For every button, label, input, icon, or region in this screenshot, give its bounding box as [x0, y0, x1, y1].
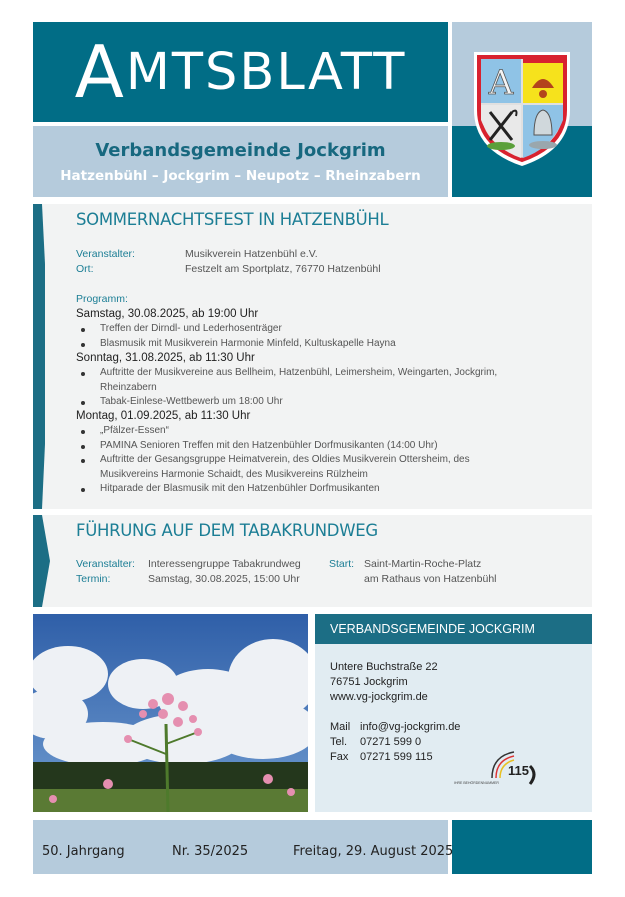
start-value-line2: am Rathaus von Hatzenbühl	[364, 573, 497, 585]
event-section-sommernachtsfest	[33, 204, 592, 509]
contact-heading: VERBANDSGEMEINDE JOCKGRIM	[315, 614, 592, 644]
date-label: Termin:	[76, 573, 111, 585]
footer-accent	[452, 820, 592, 874]
contact-fax-label: Fax	[330, 751, 349, 763]
event-title: SOMMERNACHTSFEST IN HATZENBÜHL	[76, 210, 389, 229]
town-list: Hatzenbühl – Jockgrim – Neupotz – Rheinzabern	[60, 168, 421, 184]
day-items	[76, 366, 500, 410]
section-accent-bar	[33, 204, 45, 509]
start-value-line1: Saint-Martin-Roche-Platz	[364, 558, 482, 570]
contact-street: Untere Buchstraße 22	[330, 661, 438, 673]
badge-number: 115	[508, 763, 529, 778]
program-item: Auftritte der Gesangsgruppe Heimatverein, des Oldies Musikverein Ottersheim, des Musikvereins Harmonie Schaidt, des Musikvereins Rülzheim	[100, 453, 500, 482]
day-items	[76, 322, 396, 351]
svg-text:A: A	[488, 63, 514, 103]
day-heading: Sonntag, 31.08.2025, ab 11:30 Uhr	[76, 352, 255, 364]
program-item: Hitparade der Blasmusik mit den Hatzenbühler Dorfmusikanten	[100, 482, 500, 497]
program-item: Auftritte der Musikvereine aus Bellheim, Hatzenbühl, Leimersheim, Weingarten, Jockgrim, Rheinzabern	[100, 366, 500, 395]
program-item: Blasmusik mit Musikverein Harmonie Minfeld, Kultuskapelle Hayna	[100, 337, 396, 352]
date-value: Samstag, 30.08.2025, 15:00 Uhr	[148, 573, 300, 585]
organizer-value: Interessengruppe Tabakrundweg	[148, 558, 301, 570]
organizer-label: Veranstalter:	[76, 248, 135, 260]
contact-city: 76751 Jockgrim	[330, 676, 408, 688]
event-section-tabakrundweg	[33, 515, 592, 607]
contact-mail-label: Mail	[330, 721, 351, 733]
start-label: Start:	[329, 558, 355, 570]
issue-number: Nr. 35/2025	[172, 844, 249, 859]
program-item: Treffen der Dirndl- und Lederhosenträger	[100, 322, 396, 337]
contact-tel-label: Tel.	[330, 736, 348, 748]
day-heading: Samstag, 30.08.2025, ab 19:00 Uhr	[76, 308, 259, 320]
tobacco-flower-photo	[33, 614, 308, 812]
day-items	[76, 424, 500, 497]
program-item: Tabak-Einlese-Wettbewerb um 18:00 Uhr	[100, 395, 500, 410]
day-heading: Montag, 01.09.2025, ab 11:30 Uhr	[76, 410, 251, 422]
volume: 50. Jahrgang	[42, 844, 125, 859]
badge-arcs-icon	[452, 748, 547, 793]
coat-of-arms-icon	[472, 50, 572, 168]
organizer-value: Musikverein Hatzenbühl e.V.	[185, 248, 318, 260]
municipality-name: Verbandsgemeinde Jockgrim	[95, 140, 386, 161]
program-label: Programm:	[76, 293, 128, 305]
contact-website-link[interactable]: www.vg-jockgrim.de	[330, 691, 428, 703]
section-accent-arrow	[33, 515, 51, 607]
place-label: Ort:	[76, 263, 94, 275]
contact-tel-value: 07271 599 0	[360, 736, 422, 748]
title-initial: A	[74, 30, 126, 114]
program-item: PAMINA Senioren Treffen mit den Hatzenbühler Dorfmusikanten (14:00 Uhr)	[100, 439, 500, 454]
contact-fax-value: 07271 599 115	[360, 751, 433, 763]
title-rest: MTSBLATT	[125, 42, 407, 102]
place-value: Festzelt am Sportplatz, 76770 Hatzenbühl	[185, 263, 381, 275]
contact-mail-link[interactable]: info@vg-jockgrim.de	[360, 721, 461, 733]
event-title: FÜHRUNG AUF DEM TABAKRUNDWEG	[76, 521, 378, 540]
badge-115-logo	[452, 748, 547, 793]
subtitle-band	[33, 126, 448, 197]
organizer-label: Veranstalter:	[76, 558, 135, 570]
issue-date: Freitag, 29. August 2025	[293, 844, 454, 859]
badge-caption: IHRE BEHÖRDENNUMMER	[454, 781, 499, 785]
masthead-title	[33, 22, 448, 122]
program-item: „Pfälzer-Essen“	[100, 424, 500, 439]
